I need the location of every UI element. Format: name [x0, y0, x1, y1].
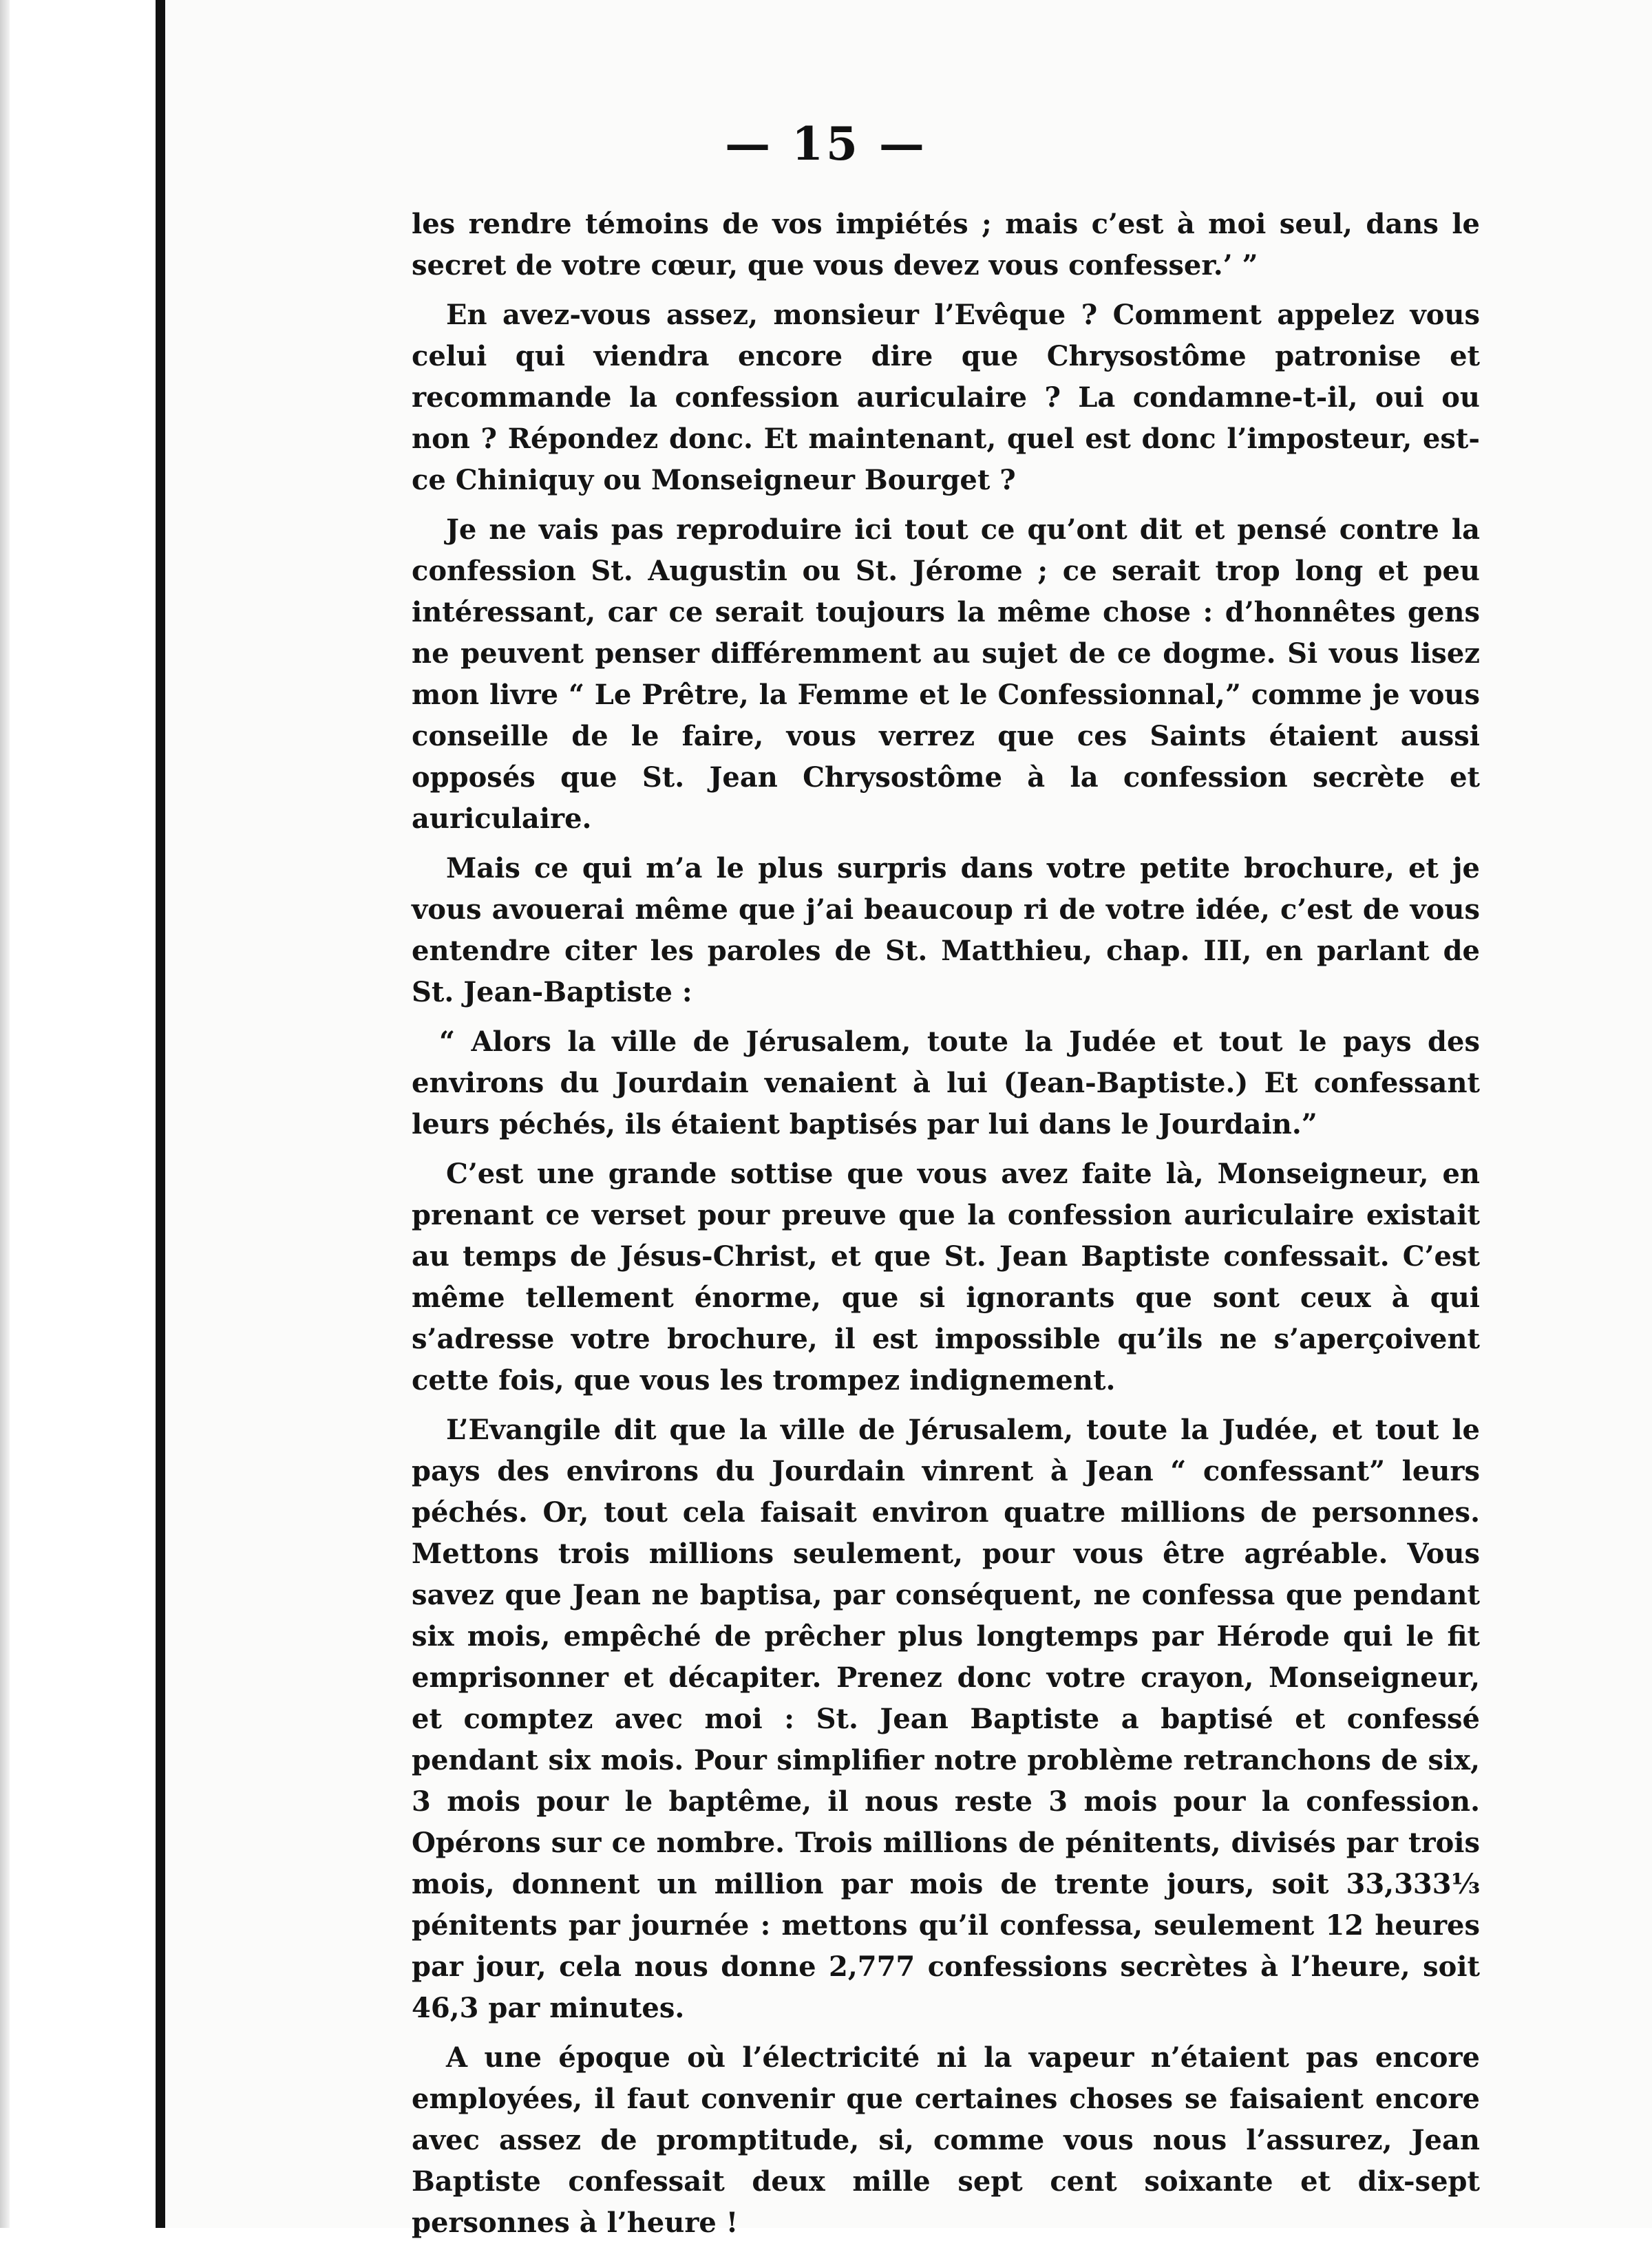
- paragraph-4: Mais ce qui m’a le plus surpris dans votre petite brochure, et je vous avouerai même que j’ai beaucoup ri de votre idée, c’est de vous entendre citer les paroles de St. Matthieu, chap. III, en parlant de St. Jean-Baptiste :: [412, 852, 1480, 1008]
- body-text: [412, 204, 1480, 2252]
- paragraph-6: C’est une grande sottise que vous avez faite là, Monseigneur, en prenant ce verset pour preuve que la confession auriculaire existait au temps de Jésus-Christ, et que St. Jean Baptiste confessait. C’est même tellement énorme, que si ignorants que sont ceux à qui s’adresse votre brochure, il est impossible qu’ils ne s’aperçoivent cette fois, que vous les trompez indignement.: [412, 1158, 1480, 1396]
- binding-gutter: [156, 0, 165, 2228]
- page-number: — 15 —: [725, 117, 927, 171]
- paragraph-8: A une époque où l’électricité ni la vapeur n’étaient pas encore employées, il faut convenir que certaines choses se faisaient encore avec assez de promptitude, si, comme vous nous l’assurez, Jean Baptiste confessait deux mille sept cent soixante et dix-sept personnes à l’heure !: [412, 2041, 1480, 2239]
- quotation-matthew: “ Alors la ville de Jérusalem, toute la Judée et tout le pays des environs du Jourdain venaient à lui (Jean-Baptiste.) Et confessant leurs péchés, ils étaient baptisés par lui dans le Jourdain.”: [412, 1026, 1480, 1140]
- paragraph-7: L’Evangile dit que la ville de Jérusalem, toute la Judée, et tout le pays des environs du Jourdain vinrent à Jean “ confessant” leurs péchés. Or, tout cela faisait environ quatre millions de personnes. Mettons trois millions seulement, pour vous être agréable. Vous savez que Jean ne baptisa, par conséquent, ne confessa que pendant six mois, empêché de prêcher plus longtemps par Hérode qui le fit emprisonner et décapiter. Prenez donc votre crayon, Monseigneur, et comptez avec moi : St. Jean Baptiste a baptisé et confessé pendant six mois. Pour simplifier notre problème retranchons de six, 3 mois pour le baptême, il nous reste 3 mois pour la confession. Opérons sur ce nombre. Trois millions de pénitents, divisés par trois mois, donnent un million par mois de trente jours, soit 33,333⅓ pénitents par journée : mettons qu’il confessa, seulement 12 heures par jour, cela nous donne 2,777 confessions secrètes à l’heure, soit 46,3 par minutes.: [412, 1414, 1480, 2024]
- paragraph-3: Je ne vais pas reproduire ici tout ce qu’ont dit et pensé contre la confession St. Augustin ou St. Jérome ; ce serait trop long et peu intéressant, car ce serait toujours la même chose : d’honnêtes gens ne peuvent penser différemment au sujet de ce dogme. Si vous lisez mon livre “ Le Prêtre, la Femme et le Confessionnal,” comme je vous conseille de le faire, vous verrez que ces Saints étaient aussi opposés que St. Jean Chrysostôme à la confession secrète et auriculaire.: [412, 513, 1480, 835]
- paragraph-2: En avez-vous assez, monsieur l’Evêque ? Comment appelez vous celui qui viendra encore dire que Chrysostôme patronise et recommande la confession auriculaire ? La condamne-t-il, oui ou non ? Répondez donc. Et maintenant, quel est donc l’imposteur, est-ce Chiniquy ou Monseigneur Bourget ?: [412, 299, 1480, 496]
- page-edge-left: [0, 0, 10, 2228]
- paragraph-1: les rendre témoins de vos impiétés ; mais c’est à moi seul, dans le secret de votre cœur, que vous devez vous confesser.’ ”: [412, 208, 1480, 282]
